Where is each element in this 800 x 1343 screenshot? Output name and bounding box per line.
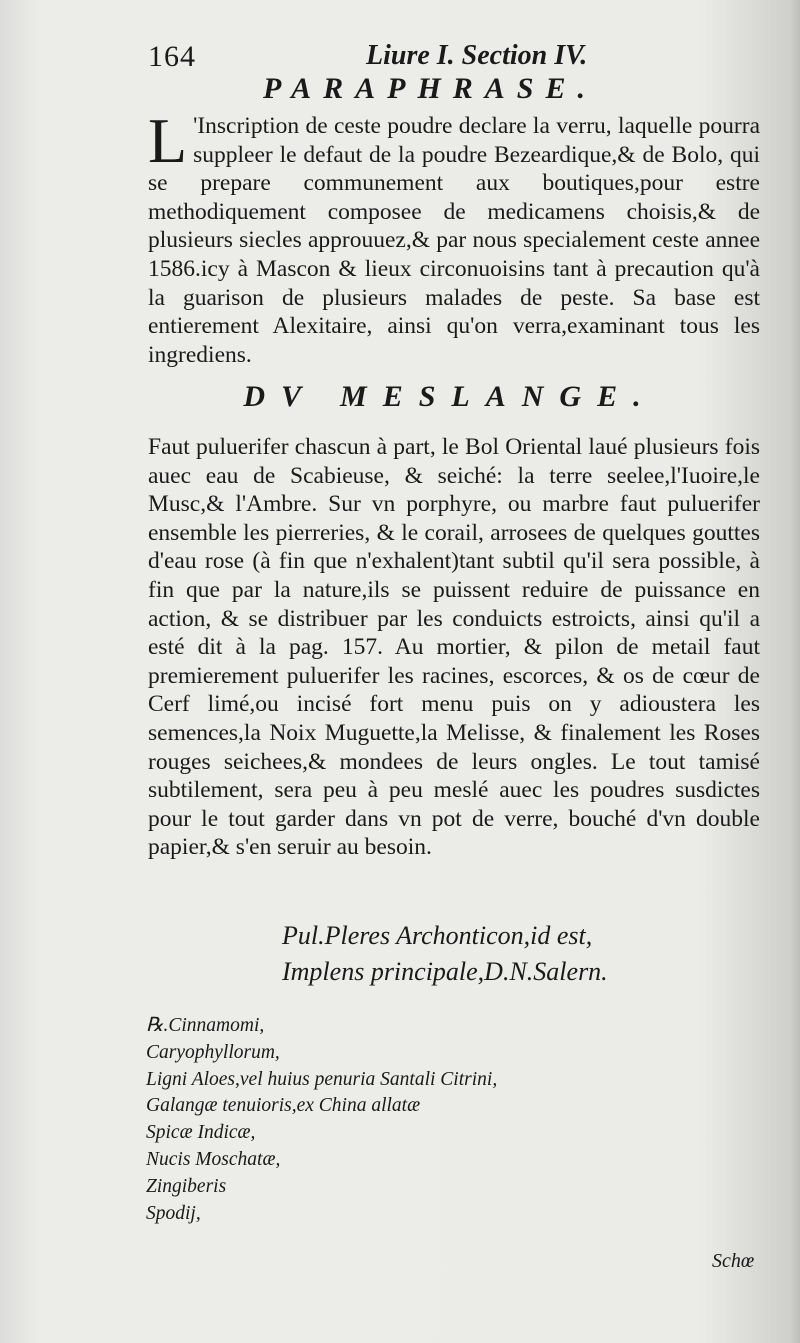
paragraph-meslange: Faut puluerifer chascun à part, le Bol Oriental laué plusieurs fois auec eau de Scabieuse, & seiché: la terre seelee,l'Iuoire,le Musc,& l'Ambre. Sur vn porphyre, ou marbre faut puluerifer ensemble les pierreries, & le corail, arrosees de quelques gouttes d'eau rose (à fin que n'exhalent)tant subtil qu'il sera possible, à fin que par la nature,ils se puissent reduire de puissance en action, & se distribuer par les conduicts estroicts, ainsi qu'il a esté dit à la pag. 157. Au mortier, & pilon de metail faut premierement puluerifer les racines, escorces, & os de cœur de Cerf limé,ou incisé fort menu puis on y adioustera les semences,la Noix Muguette,la Melisse, & finalement les Roses rouges seichees,& mondees de leurs ongles. Le tout tamisé subtilement, sera peu à peu meslé auec les poudres susdictes pour le tout garder dans vn pot de verre, bouché d'vn double papier,& s'en seruir au besoin. (148, 434, 760, 861)
recipe-item: Galangæ tenuioris,ex China allatæ (146, 1095, 421, 1117)
catchword: Schœ (712, 1250, 755, 1272)
paragraph-paraphrase-text: 'Inscription de ceste poudre declare la verru, laquelle pourra suppleer le defaut de la poudre Bezeardique,& de Bolo, qui se prepare communement aux boutiques,pour estre methodiquement composee de medicamens choisis,& de plusieurs siecles approuuez,& par nous specialement ceste annee 1586.icy à Mascon & lieux circonuoisins tant à precaution qu'à la guarison de plusieurs malades de peste. Sa base est entierement Alexitaire, ainsi qu'on verra,examinant tous les ingrediens. (148, 113, 760, 368)
paragraph-paraphrase (148, 105, 760, 369)
running-head: Liure I. Section IV. (366, 40, 588, 71)
recipe-item: Zingiberis (146, 1175, 227, 1197)
page-number: 164 (148, 40, 196, 73)
recipe-item: Ligni Aloes,vel huius penuria Santali Citrini, (146, 1068, 498, 1090)
section-heading-meslange: DV MESLANGE. (243, 380, 657, 413)
citation-quote (282, 918, 608, 990)
recipe-list (146, 1013, 497, 1227)
section-heading-paraphrase: PARAPHRASE. (262, 72, 597, 105)
recipe-item: ℞.Cinnamomi, (146, 1015, 265, 1036)
recipe-item: Caryophyllorum, (146, 1041, 280, 1063)
drop-cap: L (148, 105, 188, 176)
recipe-item: Nucis Moschatæ, (146, 1148, 281, 1170)
quote-line: Pul.Pleres Archonticon,id est, (282, 921, 593, 950)
page-header (148, 40, 748, 76)
quote-line: Implens principale,D.N.Salern. (282, 957, 608, 986)
recipe-item: Spicæ Indicæ, (146, 1122, 256, 1144)
recipe-item: Spodij, (146, 1202, 201, 1224)
